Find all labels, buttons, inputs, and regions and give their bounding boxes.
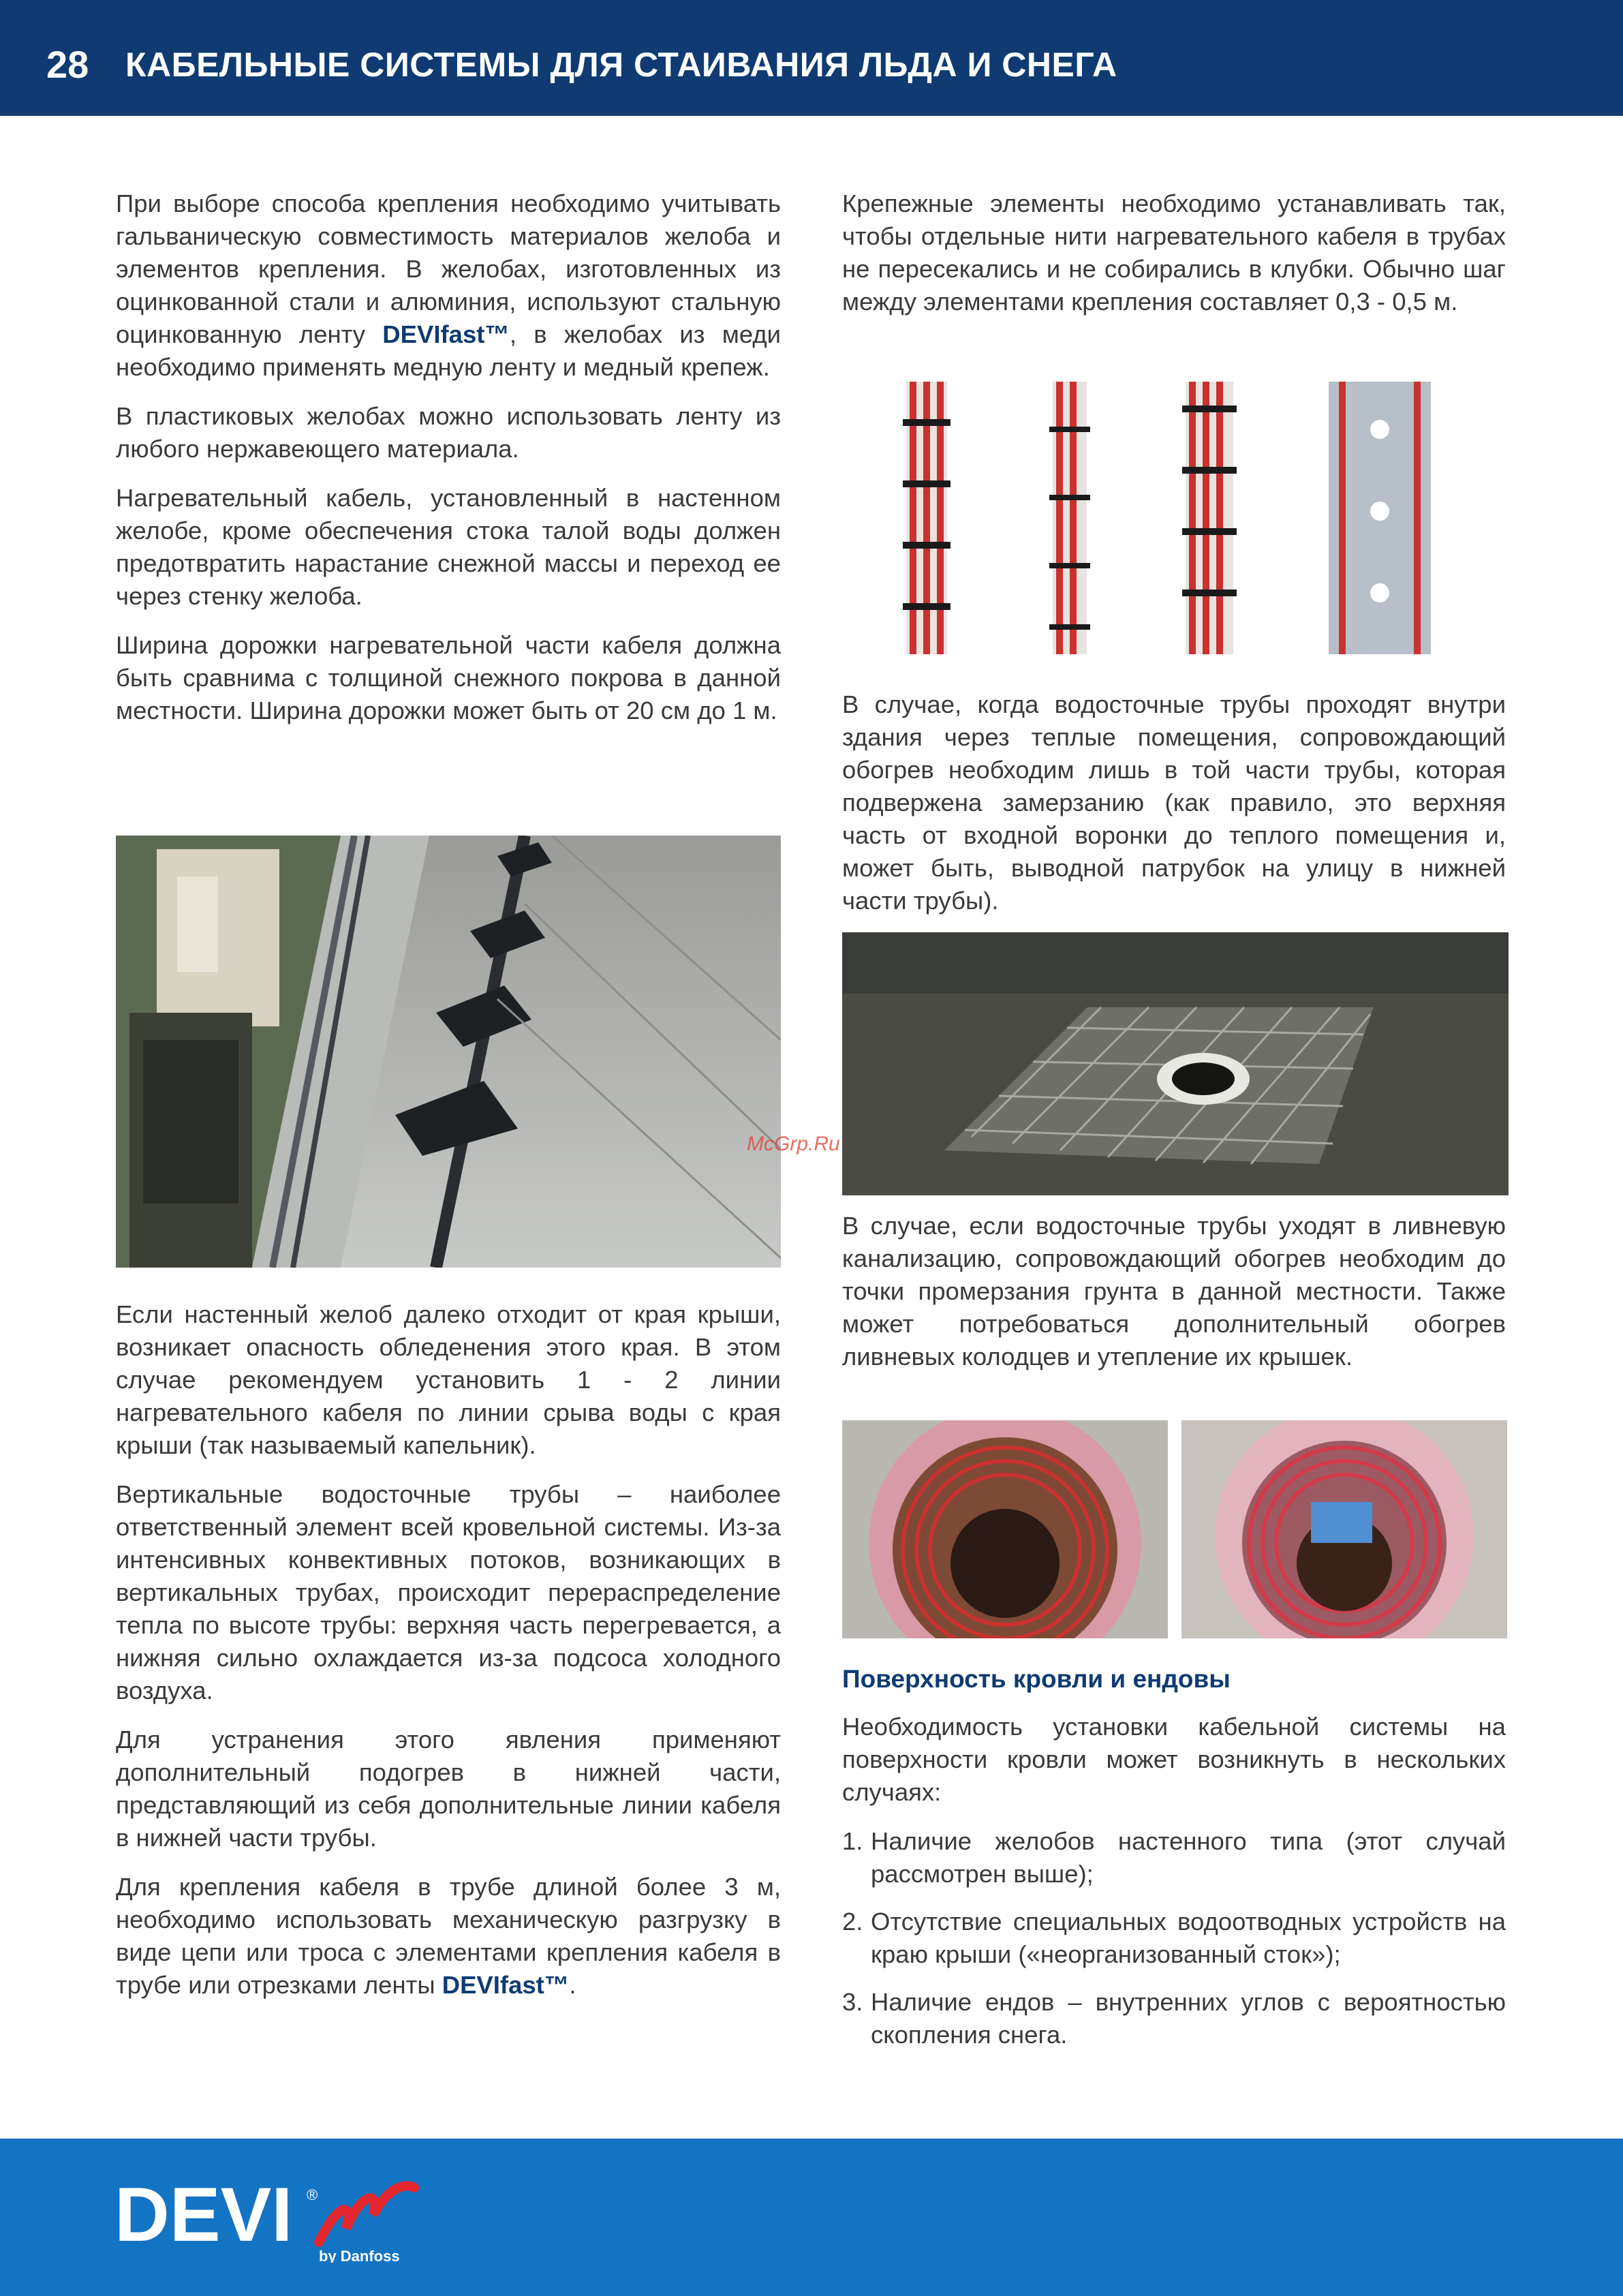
list-item: 2. Отсутствие специальных водоотводных устройств на краю крыши («неорганизованный сток»); <box>842 1908 1506 1968</box>
devifast-tape-sample <box>1329 382 1431 654</box>
devi-logo <box>114 2174 435 2263</box>
paragraph: Если настенный желоб далеко отходит от края крыши, возникает опасность обледенения этого края. В этом случае рекомендуем установить 1 - 2 линии нагревательного кабеля по линии срыва воды с края крыши (так называемый капельник). <box>116 1300 781 1459</box>
paragraph: Крепежные элементы необходимо устанавливать так, чтобы отдельные нити нагревательного кабеля в трубах не пересекались и не собирались в клубки. Обычно шаг между элементами крепления составляет 0,3 - 0,5 м. <box>842 189 1506 316</box>
page-number: 28 <box>46 43 89 86</box>
brand-devifast: DEVIfast™ <box>442 1971 570 1999</box>
logo-by-danfoss: by Danfoss <box>319 2248 400 2263</box>
pipe-sample-3 <box>1182 382 1237 654</box>
paragraph: Нагревательный кабель, установленный в настенном желобе, кроме обеспечения стока талой воды должен предотвратить нарастание снежной массы и переход ее через стенку желоба. <box>116 484 781 610</box>
list-item: 3. Наличие ендов – внутренних углов с вероятностью скопления снега. <box>842 1988 1506 2049</box>
brand-devifast: DEVIfast™ <box>382 320 510 348</box>
paragraph: В случае, если водосточные трубы уходят в ливневую канализацию, сопровождающий обогрев необходим до точки промерзания грунта в данной местности. Также может потребоваться дополнительный обогрев ливневых колодцев и утепление их крышек. <box>842 1212 1506 1371</box>
right-column-middle <box>842 688 1506 934</box>
paragraph: Для крепления кабеля в трубе длиной более 3 м, необходимо использовать механическую разгрузку в виде цепи или троса с элементами крепления кабеля в трубе или отрезками ленты DEVIfast™. <box>116 1873 781 1999</box>
right-column-lower <box>842 1210 1506 1390</box>
pipe-sample-2 <box>1049 382 1090 654</box>
paragraph: Ширина дорожки нагревательной части кабеля должна быть сравнима с толщиной снежного покрова в данной местности. Ширина дорожки может быть от 20 см до 1 м. <box>116 631 781 724</box>
paragraph: Для устранения этого явления применяют дополнительный подогрев в нижней части, представляющий из себя дополнительные линии кабеля в нижней части трубы. <box>116 1726 781 1852</box>
section-subheading: Поверхность кровли и ендовы <box>842 1665 1231 1693</box>
page-header <box>0 0 1623 116</box>
right-column-top <box>842 187 1506 335</box>
roof-drain-grid-photo <box>842 932 1509 1195</box>
logo-wordmark: DEVI <box>114 2174 293 2257</box>
paragraph: В пластиковых желобах можно использовать ленту из любого нержавеющего материала. <box>116 402 781 463</box>
roof-gutter-photo <box>116 836 781 1268</box>
logo-registered: ® <box>307 2186 318 2203</box>
paragraph: Необходимость установки кабельной системы на поверхности кровли может возникнуть в нескольких случаях: <box>842 1713 1506 1806</box>
paragraph: В случае, когда водосточные трубы проходят внутри здания через теплые помещения, сопровождающий обогрев необходим лишь в той части трубы, которая подвержена замерзанию (как правило, это верхняя часть от входной воронки до теплого помещения и, может быть, выводной патрубок на улицу в нижней части трубы). <box>842 690 1506 915</box>
logo-swoosh-icon <box>319 2186 414 2242</box>
cases-list <box>842 1825 1506 2051</box>
left-column-bottom <box>116 1298 781 2018</box>
right-column-bottom <box>842 1663 1506 2066</box>
paragraph: При выборе способа крепления необходимо учитывать гальваническую совместимость материалов желоба и элементов крепления. В желобах, изготовленных из оцинкованной стали и алюминия, используют стальную оцинкованную ленту DEVIfast™, в желобах из меди необходимо применять медную ленту и медный крепеж. <box>116 189 781 381</box>
paragraph: Вертикальные водосточные трубы – наиболее ответственный элемент всей кровельной системы. Из-за интенсивных конвективных потоков, возникающих в вертикальных трубах, происходит перераспределение тепла по высоте трубы: верхняя часть перегревается, а нижняя сильно охлаждается из-за подсоса холодного воздуха. <box>116 1480 781 1704</box>
pipe-fastening-illustrations <box>865 368 1479 661</box>
page-title: КАБЕЛЬНЫЕ СИСТЕМЫ ДЛЯ СТАИВАНИЯ ЛЬДА И СНЕГА <box>125 46 1117 84</box>
watermark: McGrp.Ru <box>747 1133 840 1155</box>
list-item: 1. Наличие желобов настенного типа (этот случай рассмотрен выше); <box>842 1827 1506 1888</box>
storm-well-photo-2 <box>1181 1420 1507 1638</box>
left-column-top <box>116 187 781 744</box>
pipe-sample-1 <box>903 382 950 654</box>
storm-well-photo-1 <box>842 1420 1168 1638</box>
